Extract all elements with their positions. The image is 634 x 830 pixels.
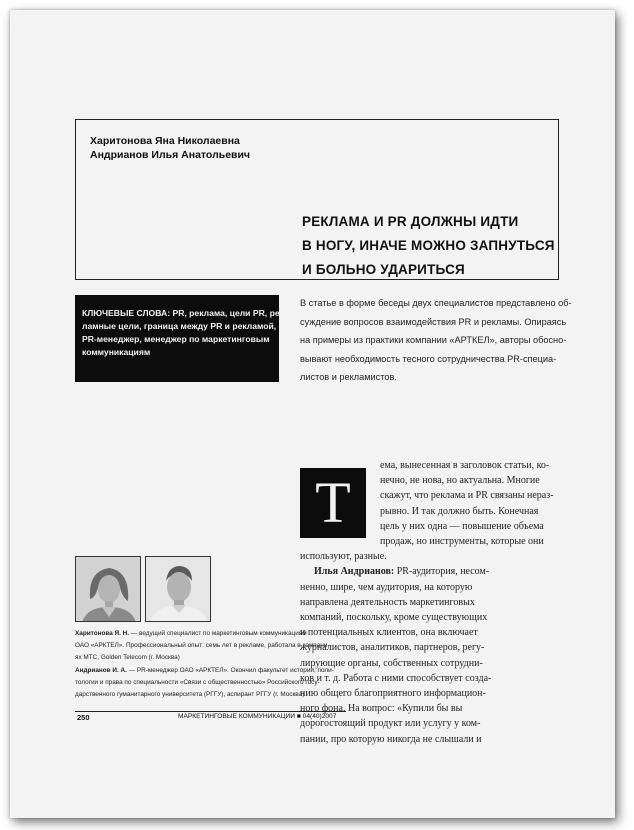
page-number: 250 (77, 713, 90, 722)
body-line: рывно. И так должно быть. Конечная (380, 505, 539, 517)
body-line: продаж, но инструменты, которые они (380, 536, 544, 548)
author-photo-woman (75, 556, 141, 622)
bio-author-name: Андрианов И. А. (75, 666, 127, 674)
body-line: пании, про которую никогда не слышали и (300, 733, 482, 745)
body-line: нечно, не нова, но актуальна. Многие (380, 475, 540, 487)
footer-rule (75, 711, 346, 712)
keywords-line: коммуникациям (82, 347, 151, 357)
abstract (300, 294, 572, 387)
journal-page (10, 10, 615, 818)
title-line: В НОГУ, ИНАЧЕ МОЖНО ЗАПНУТЬСЯ (302, 238, 555, 253)
body-line: используют, разные. (300, 551, 387, 563)
speaker-paragraph (300, 564, 560, 579)
bio-author-name: Харитонова Я. Н. (75, 630, 130, 637)
abstract-line: вывают необходимость тесного сотрудничества PR-специа- (300, 353, 557, 364)
bio-line: ях МТС, Golden Telecom (г. Москва) (75, 654, 180, 662)
body-line: скажут, что реклама и PR связаны нераз- (380, 490, 554, 502)
abstract-line: на примеры из практики компании «АРТКЕЛ», авторы обосно- (300, 335, 567, 345)
bio-line (75, 665, 334, 677)
title-line: И БОЛЬНО УДАРИТЬСЯ (302, 262, 465, 277)
speaker-name: Илья Андрианов: (314, 566, 395, 578)
body-line: журналистов, аналитиков, партнеров, регу- (300, 642, 485, 654)
keywords-line: PR-менеджер, менеджер по маркетинговым (82, 334, 270, 344)
bio-line: дарственного гуманитарного университета (РГГУ), аспирант РГГУ (г. Москва) (75, 691, 305, 699)
bio-text: — PR-менеджер ОАО «АРКТЕЛ». Окончил факультет истории, поли- (126, 666, 334, 674)
article-body (300, 458, 560, 747)
abstract-line: суждение вопросов взаимодействия PR и рекламы. Опираясь (300, 316, 567, 327)
bio-text: — ведущий специалист по маркетинговым коммуникациям (129, 630, 307, 637)
author-list (90, 134, 250, 162)
speaker-text: PR-аудитория, несом- (394, 566, 490, 578)
body-line: ного фона. На вопрос: «Купили бы вы (300, 703, 463, 715)
article-header (75, 119, 559, 280)
abstract-line: В статье в форме беседы двух специалистов представлено об- (300, 298, 572, 308)
author-photo-man (145, 556, 211, 622)
bio-line (75, 628, 334, 640)
title-line: РЕКЛАМА И PR ДОЛЖНЫ ИДТИ (302, 214, 519, 229)
keywords-line: КЛЮЧЕВЫЕ СЛОВА: PR, реклама, цели PR, рек- (82, 308, 287, 318)
author-bios (75, 628, 334, 701)
body-line: компаний, поскольку, кроме существующих (300, 612, 488, 624)
body-line: ненно, шире, чем аудитория, на которую (300, 581, 473, 593)
journal-issue: МАРКЕТИНГОВЫЕ КОММУНИКАЦИИ ■ 04(40)2007 (178, 713, 337, 720)
body-line: нию общего благоприятного информацион- (300, 688, 486, 700)
body-line: направлена деятельность маркетинговых (300, 596, 475, 608)
body-line: цель у них одна — повышение объема (380, 520, 544, 532)
author-name: Харитонова Яна Николаевна (90, 135, 240, 147)
body-line: ема, вынесенная в заголовок статьи, ко- (380, 460, 550, 471)
body-line: дорогостоящий продукт или услугу у ком- (300, 718, 481, 730)
keywords-line: ламные цели, граница между PR и рекламой, (82, 321, 277, 331)
author-name: Андрианов Илья Анатольевич (90, 149, 251, 161)
drop-cap: Т (300, 468, 366, 538)
keywords-box (75, 295, 287, 382)
bio-line: ОАО «АРКТЕЛ». Профессиональный опыт: семь лет в рекламе, работала в компани- (75, 642, 330, 650)
bio-line: тологии и права по специальности «Связи с общественностью» Российского госу- (75, 678, 320, 686)
abstract-line: листов и рекламистов. (300, 372, 397, 382)
body-line: ков и т. д. Работа с ними способствует созда- (300, 672, 492, 684)
body-line: и потенциальных клиентов, она включает (300, 627, 478, 639)
body-line: лирующие органы, собственных сотрудни- (300, 657, 483, 669)
article-title (302, 210, 555, 282)
